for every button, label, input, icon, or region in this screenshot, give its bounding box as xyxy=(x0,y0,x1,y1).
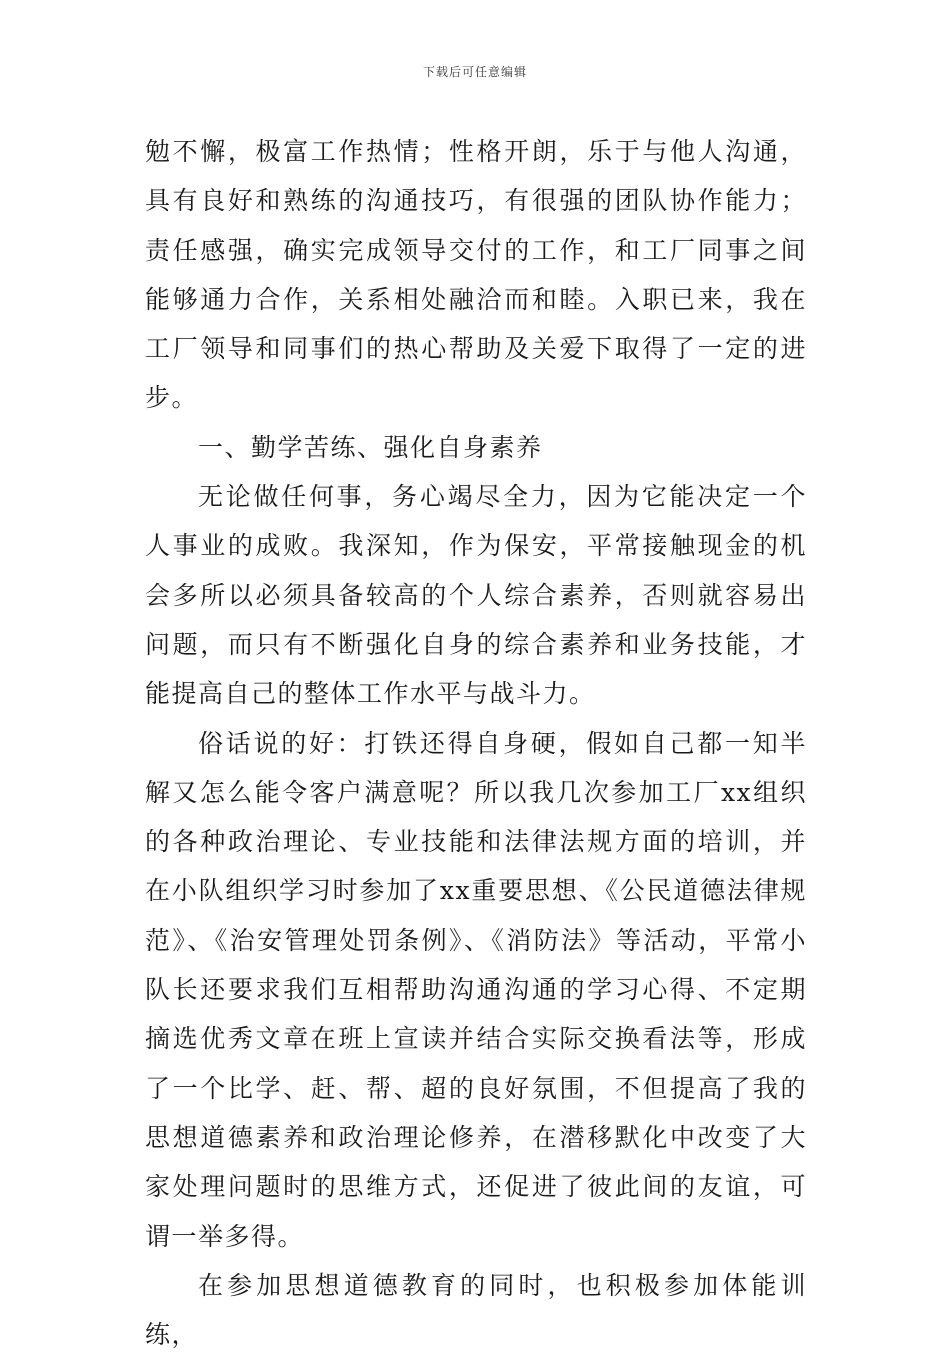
section-heading: 一、勤学苦练、强化自身素养 xyxy=(198,432,543,462)
paragraph: 无论做任何事，务心竭尽全力，因为它能决定一个人事业的成败。我深知，作为保安，平常接触现金的机会多所以必须具备较高的个人综合素养，否则就容易出问题，而只有不断强化自身的综合素养和业务技能，才能提高自己的整体工作水平与战斗力。 xyxy=(145,482,807,709)
paragraph: 在参加思想道德教育的同时，也积极参加体能训练， xyxy=(145,1270,807,1350)
page-header: 下载后可任意编辑 xyxy=(422,65,527,79)
paragraph: 俗话说的好：打铁还得自身硬，假如自己都一知半解又怎么能令客户满意呢？所以我几次参加工厂xx组织的各种政治理论、专业技能和法律法规方面的培训，并在小队组织学习时参加了xx重要思想、《公民道德法律规范》、《治安管理处罚条例》、《消防法》等活动，平常小队长还要求我们互相帮助沟通沟通的学习心得、不定期摘选优秀文章在班上宣读并结合实际交换看法等，形成了一个比学、赶、帮、超的良好氛围，不但提高了我的思想道德素养和政治理论修养，在潜移默化中改变了大家处理问题时的思维方式，还促进了彼此间的友谊，可谓一举多得。 xyxy=(145,728,807,1251)
document-body xyxy=(145,127,807,1359)
paragraph-continuation: 勉不懈，极富工作热情；性格开朗，乐于与他人沟通，具有良好和熟练的沟通技巧，有很强的团队协作能力；责任感强，确实完成领导交付的工作，和工厂同事之间能够通力合作，关系相处融洽而和睦。入职已来，我在工厂领导和同事们的热心帮助及关爱下取得了一定的进步。 xyxy=(145,137,807,413)
